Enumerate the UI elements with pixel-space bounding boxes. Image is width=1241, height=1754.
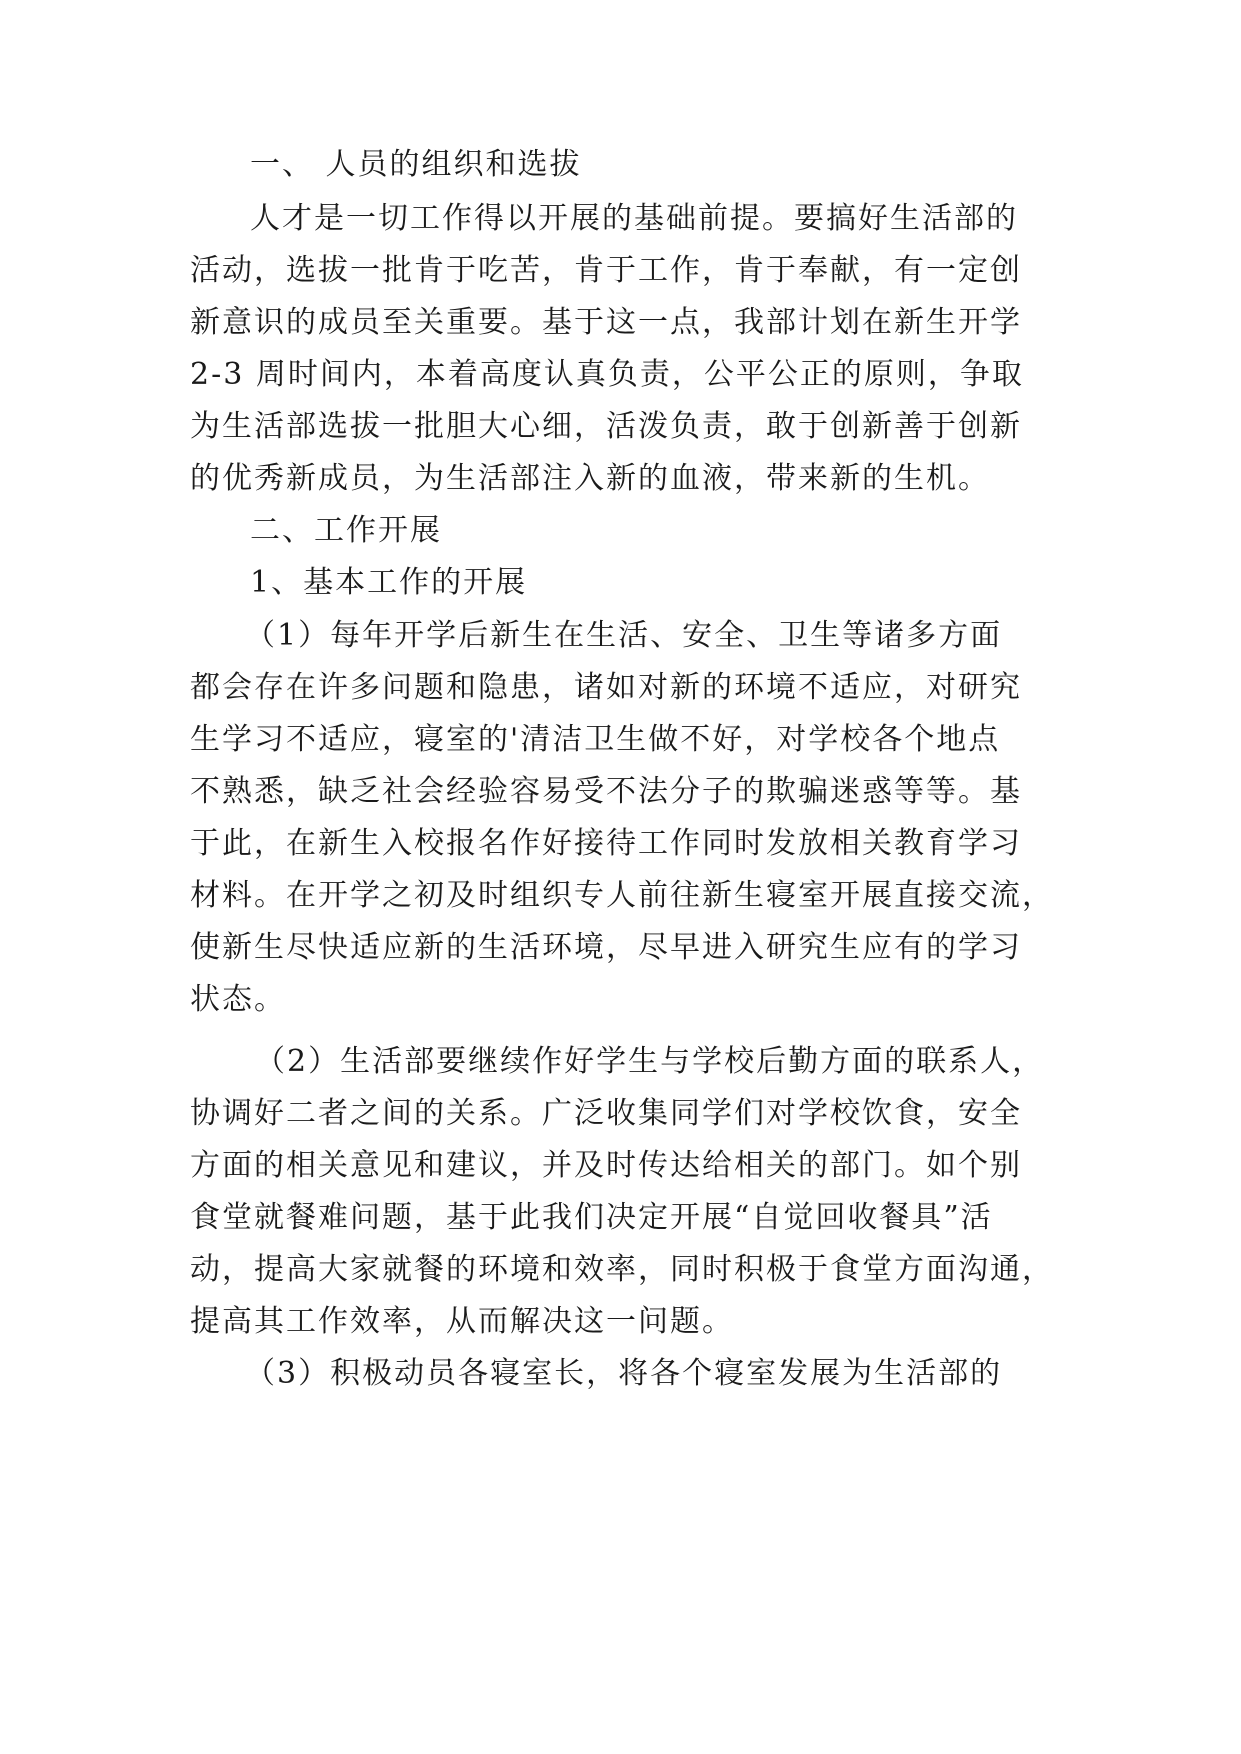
paragraph-line: 使新生尽快适应新的生活环境，尽早进入研究生应有的学习 [190, 930, 1022, 965]
paragraph-line: 生学习不适应，寝室的'清洁卫生做不好，对学校各个地点 [190, 722, 1001, 757]
section-heading-1: 一、 人员的组织和选拔 [250, 147, 582, 182]
paragraph-line: 新意识的成员至关重要。基于这一点，我部计划在新生开学 [190, 305, 1022, 340]
paragraph-line: 材料。在开学之初及时组织专人前往新生寝室开展直接交流， [190, 878, 1054, 913]
subsection-heading: 1、基本工作的开展 [250, 565, 528, 600]
section-heading-2: 二、工作开展 [250, 513, 442, 548]
paragraph-line: （2）生活部要继续作好学生与学校后勤方面的联系人， [255, 1044, 1045, 1079]
paragraph-line: 活动，选拔一批肯于吃苦，肯于工作，肯于奉献，有一定创 [190, 253, 1022, 288]
paragraph-line: 协调好二者之间的关系。广泛收集同学们对学校饮食，安全 [190, 1096, 1022, 1131]
paragraph-line: （3）积极动员各寝室长，将各个寝室发展为生活部的 [245, 1356, 1003, 1391]
paragraph-line: 人才是一切工作得以开展的基础前提。要搞好生活部的 [250, 201, 1018, 236]
paragraph-line: 于此，在新生入校报名作好接待工作同时发放相关教育学习 [190, 826, 1022, 861]
paragraph-line: 不熟悉，缺乏社会经验容易受不法分子的欺骗迷惑等等。基 [190, 774, 1022, 809]
paragraph-line: （1）每年开学后新生在生活、安全、卫生等诸多方面 [245, 618, 1003, 653]
paragraph-line: 都会存在许多问题和隐患，诸如对新的环境不适应，对研究 [190, 670, 1022, 705]
paragraph-line: 提高其工作效率，从而解决这一问题。 [190, 1304, 734, 1339]
paragraph-line: 状态。 [190, 982, 286, 1017]
paragraph-line: 食堂就餐难问题，基于此我们决定开展“自觉回收餐具”活 [190, 1200, 993, 1235]
paragraph-line: 动，提高大家就餐的环境和效率，同时积极于食堂方面沟通， [190, 1252, 1054, 1287]
paragraph-line: 2-3 周时间内，本着高度认真负责，公平公正的原则，争取 [190, 357, 1024, 392]
paragraph-line: 为生活部选拔一批胆大心细，活泼负责，敢于创新善于创新 [190, 409, 1022, 444]
paragraph-line: 的优秀新成员，为生活部注入新的血液，带来新的生机。 [190, 461, 990, 496]
paragraph-line: 方面的相关意见和建议，并及时传达给相关的部门。如个别 [190, 1148, 1022, 1183]
